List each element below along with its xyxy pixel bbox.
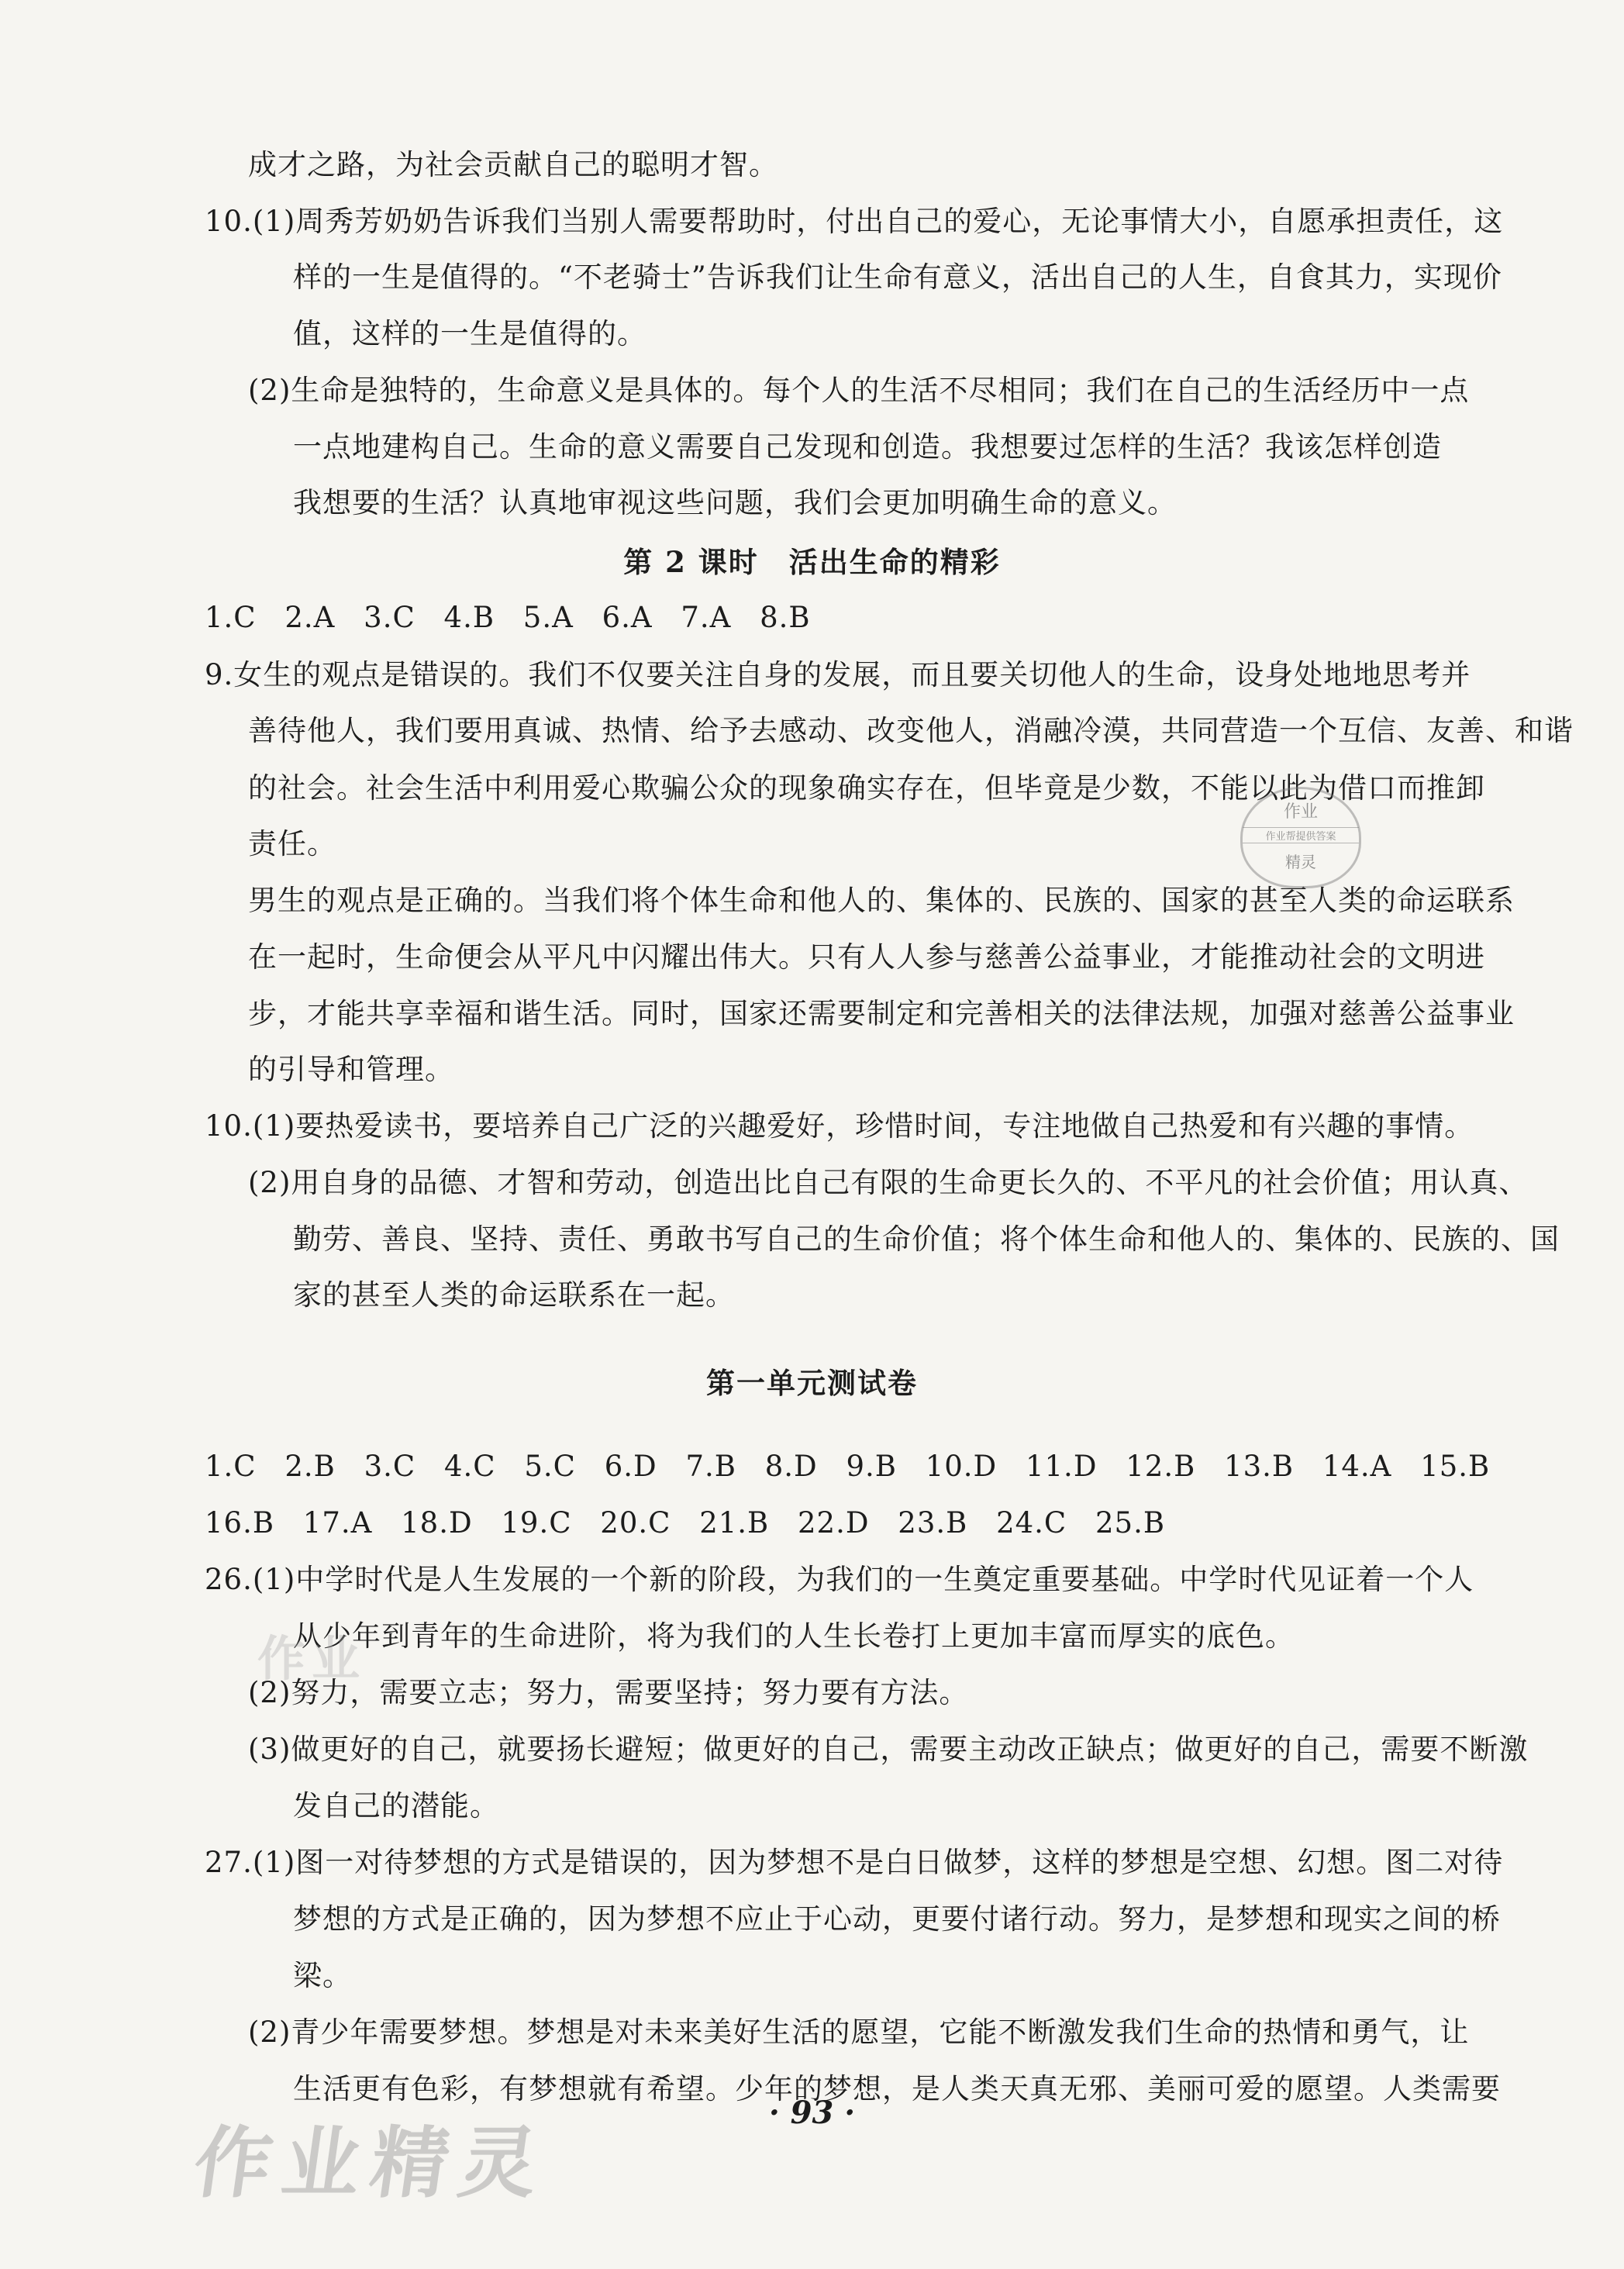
text-line: (2)用自身的品德、才智和劳动，创造出比自己有限的生命更长久的、不平凡的社会价值；用认真、 [248,1166,1529,1199]
text-line: 的引导和管理。 [248,1053,454,1086]
unit-test-heading: 第一单元测试卷 [706,1366,918,1400]
stamp-bottom-text: 精灵 [1285,853,1316,871]
watermark-stamp [1240,787,1361,888]
text-line: 的社会。社会生活中利用爱心欺骗公众的现象确实存在，但毕竟是少数，不能以此为借口而推卸 [248,771,1485,805]
text-line: (2)生命是独特的，生命意义是具体的。每个人的生活不尽相同；我们在自己的生活经历中一点 [248,374,1470,407]
watermark-mid: 作业 [257,1630,367,1687]
answer-key-line: 1.C 2.B 3.C 4.C 5.C 6.D 7.B 8.D 9.B 10.D 11.D 12.B 13.B 14.A 15.B [205,1450,1491,1483]
text-line: 男生的观点是正确的。当我们将个体生命和他人的、集体的、民族的、国家的甚至人类的命运联系 [248,884,1515,917]
text-line: 9.女生的观点是错误的。我们不仅要关注自身的发展，而且要关切他人的生命，设身处地地思考并 [205,658,1471,691]
text-line: 在一起时，生命便会从平凡中闪耀出伟大。只有人人参与慈善公益事业，才能推动社会的文明进 [248,940,1485,974]
text-line: 10.(1)要热爱读书，要培养自己广泛的兴趣爱好，珍惜时间，专注地做自己热爱和有兴趣的事情。 [205,1109,1474,1143]
text-line: 梁。 [293,1959,352,1992]
answer-key-line: 16.B 17.A 18.D 19.C 20.C 21.B 22.D 23.B 24.C 25.B [205,1506,1166,1540]
text-line: 样的一生是值得的。“不老骑士”告诉我们让生命有意义，活出自己的人生，自食其力，实现价 [293,260,1502,294]
text-line: 我想要的生活？认真地审视这些问题，我们会更加明确生命的意义。 [293,486,1177,519]
text-line: 一点地建构自己。生命的意义需要自己发现和创造。我想要过怎样的生活？我该怎样创造 [293,430,1442,464]
text-line: 勤劳、善良、坚持、责任、勇敢书写自己的生命价值；将个体生命和他人的、集体的、民族的、国 [293,1222,1560,1256]
text-line: 值，这样的一生是值得的。 [293,317,646,350]
text-line: 27.(1)图一对待梦想的方式是错误的，因为梦想不是白日做梦，这样的梦想是空想、幻想。图二对待 [205,1846,1504,1879]
stamp-middle-text: 作业帮提供答案 [1243,827,1359,843]
text-line: 10.(1)周秀芳奶奶告诉我们当别人需要帮助时，付出自己的爱心，无论事情大小，自愿承担责任，这 [205,205,1504,238]
text-line: 发自己的潜能。 [293,1789,499,1822]
text-line: 生活更有色彩，有梦想就有希望。少年的梦想，是人类天真无邪、美丽可爱的愿望。人类需要 [293,2072,1501,2105]
text-line: (3)做更好的自己，就要扬长避短；做更好的自己，需要主动改正缺点；做更好的自己，需要不断激 [248,1733,1529,1766]
text-line: 成才之路，为社会贡献自己的聪明才智。 [248,148,778,181]
text-line: (2)努力，需要立志；努力，需要坚持；努力要有方法。 [248,1676,969,1709]
stamp-top-text: 作业 [1283,802,1318,822]
text-line: 责任。 [248,827,336,860]
text-line: 步，才能共享幸福和谐生活。同时，国家还需要制定和完善相关的法律法规，加强对慈善公益事业 [248,997,1515,1030]
text-line: 家的甚至人类的命运联系在一起。 [293,1278,735,1312]
text-line: 梦想的方式是正确的，因为梦想不应止于心动，更要付诸行动。努力，是梦想和现实之间的桥 [293,1902,1501,1936]
text-line: (2)青少年需要梦想。梦想是对未来美好生活的愿望，它能不断激发我们生命的热情和勇气，让 [248,2016,1470,2049]
page-number: · 93 · [768,2095,856,2131]
lesson-heading: 第 2 课时 活出生命的精彩 [623,545,1001,579]
text-line: 26.(1)中学时代是人生发展的一个新的阶段，为我们的一生奠定重要基础。中学时代见证着一个人 [205,1563,1474,1596]
answer-key-line: 1.C 2.A 3.C 4.B 5.A 6.A 7.A 8.B [205,601,811,634]
text-line: 善待他人，我们要用真诚、热情、给予去感动、改变他人，消融冷漠，共同营造一个互信、友善、和谐 [248,714,1574,747]
text-line: 从少年到青年的生命进阶，将为我们的人生长卷打上更加丰富而厚实的底色。 [293,1619,1295,1653]
watermark-bottom: 作业精灵 [188,2118,555,2209]
